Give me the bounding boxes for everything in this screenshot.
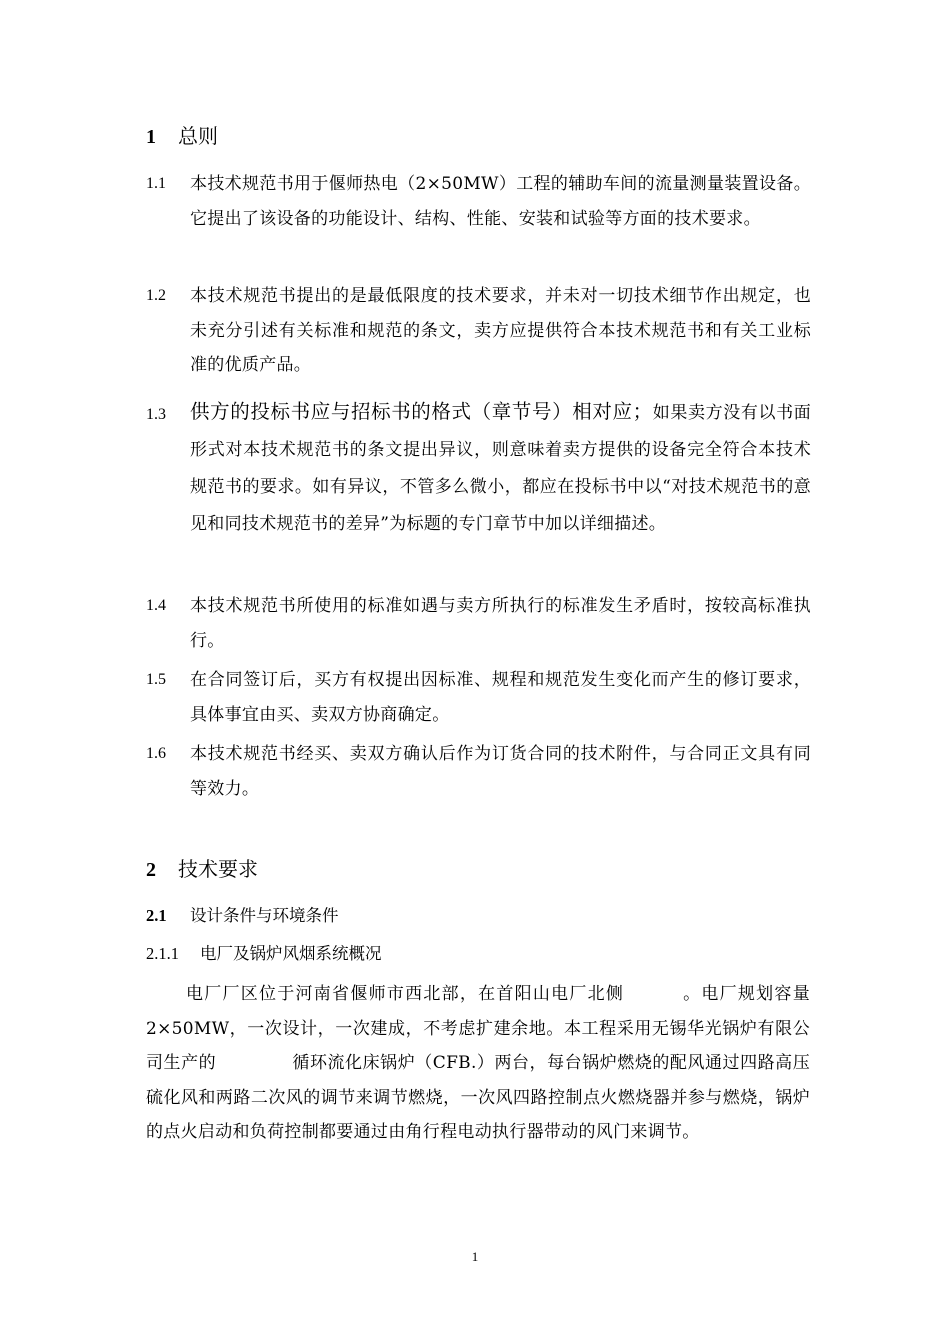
clause-lead-text: 供方的投标书应与招标书的格式（章节号）相对应；: [190, 400, 653, 423]
section-1-heading: [146, 124, 218, 149]
subsection-title: 电厂及锅炉风烟系统概况: [200, 944, 382, 963]
overview-paragraph: [146, 977, 810, 1150]
clause-1-6: [146, 737, 811, 806]
section-title: 技术要求: [178, 857, 258, 881]
section-number: 2: [146, 859, 156, 881]
clause-1-2: [146, 279, 811, 383]
subsection-title: 设计条件与环境条件: [190, 906, 339, 925]
clause-number: 1.1: [146, 175, 166, 192]
clause-text: 本技术规范书所使用的标准如遇与卖方所执行的标准发生矛盾时，按较高标准执行。: [190, 596, 811, 651]
paragraph-part-3: 循环流化床锅炉（CFB.）两台，每台锅炉燃烧的配风通过四路高压硫化风和两路二次风的调节来调节燃烧，一次风四路控制点火燃烧器并参与燃烧，锅炉的点火启动和负荷控制都要通过由角行程电动执行器带动的风门来调节。: [146, 1053, 811, 1142]
subsection-2-1: [146, 904, 339, 928]
clause-text: 在合同签订后，买方有权提出因标准、规程和规范发生变化而产生的修订要求，具体事宜由买、卖双方协商确定。: [190, 670, 811, 725]
clause-text: 本技术规范书提出的是最低限度的技术要求，并未对一切技术细节作出规定，也未充分引述有关标准和规范的条文，卖方应提供符合本技术规范书和有关工业标准的优质产品。: [190, 286, 811, 375]
clause-1-1: [146, 167, 811, 236]
clause-1-3: [146, 393, 811, 543]
section-2-heading: [146, 857, 258, 882]
clause-number: 1.6: [146, 745, 166, 762]
subsection-number: 2.1: [146, 906, 167, 925]
paragraph-part-2: 。电厂规划容量 2×50MW，一次设计，一次建成，不考虑扩建余地。本工程采用无锡华光锅炉有限公司生产的: [146, 984, 810, 1073]
clause-text: 本技术规范书用于偃师热电（2×50MW）工程的辅助车间的流量测量装置设备。它提出了该设备的功能设计、结构、性能、安装和试验等方面的技术要求。: [190, 174, 811, 229]
clause-number: 1.3: [146, 406, 166, 423]
clause-number: 1.5: [146, 671, 166, 688]
clause-text: [190, 393, 811, 543]
clause-number: 1.2: [146, 287, 166, 304]
subsection-number: 2.1.1: [146, 944, 179, 963]
section-title: 总则: [178, 124, 218, 148]
clause-body-text: 如果卖方没有以书面形式对本技术规范书的条文提出异议，则意味着卖方提供的设备完全符合本技术规范书的要求。如有异议，不管多么微小，都应在投标书中以“对技术规范书的意见和同技术规范书的差异”为标题的专门章节中加以详细描述。: [190, 403, 811, 534]
clause-1-5: [146, 663, 811, 732]
subsection-2-1-1: [146, 942, 382, 966]
clause-text: 本技术规范书经买、卖双方确认后作为订货合同的技术附件，与合同正文具有同等效力。: [190, 744, 811, 799]
section-number: 1: [146, 126, 156, 148]
clause-1-4: [146, 589, 811, 658]
page-number: 1: [471, 1249, 479, 1264]
paragraph-part-1: 电厂厂区位于河南省偃师市西北部，在首阳山电厂北侧: [186, 984, 625, 1004]
clause-number: 1.4: [146, 597, 166, 614]
